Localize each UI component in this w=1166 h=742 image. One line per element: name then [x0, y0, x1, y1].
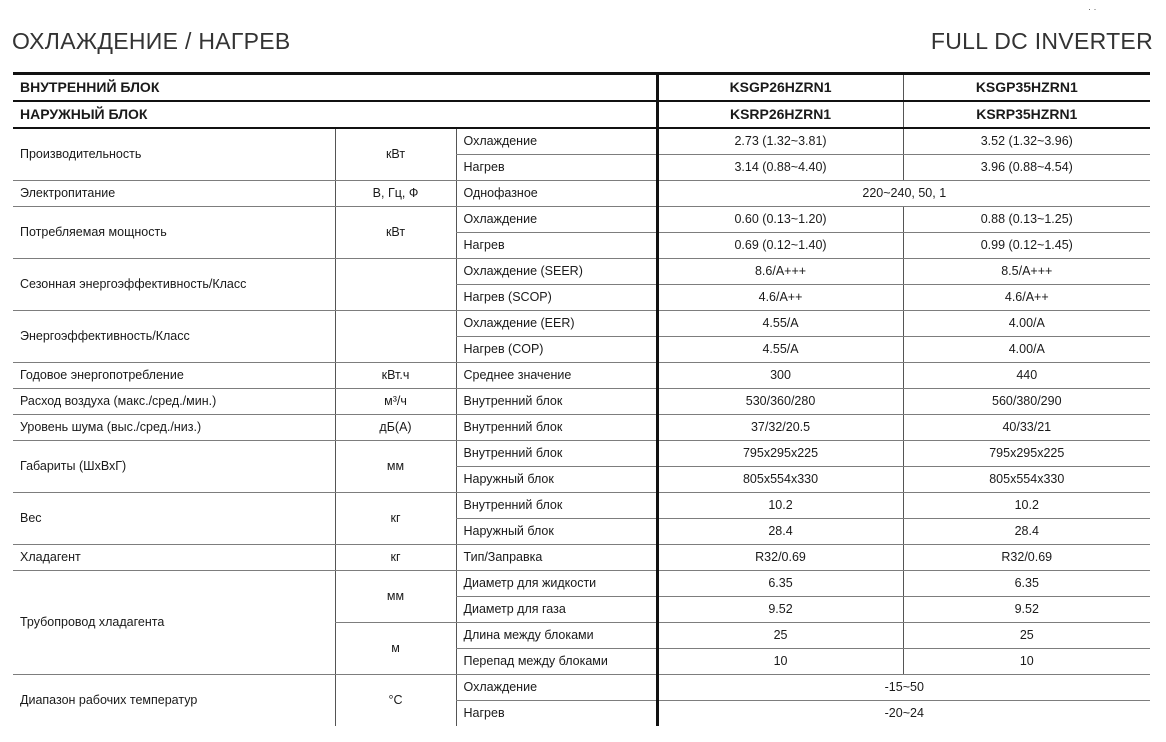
param-mode: Нагрев [456, 701, 657, 727]
param-mode: Охлаждение (SEER) [456, 259, 657, 285]
table-row-indoor-model [13, 74, 1150, 102]
param-label: Потребляемая мощность [13, 207, 335, 259]
param-label: Энергоэффективность/Класс [13, 311, 335, 363]
table-row [13, 128, 1150, 155]
param-mode: Охлаждение (EER) [456, 311, 657, 337]
value-cell: 4.00/A [903, 311, 1150, 337]
param-label: Вес [13, 493, 335, 545]
param-mode: Нагрев [456, 233, 657, 259]
value-cell: 795x295x225 [657, 441, 903, 467]
value-cell: 4.6/A++ [657, 285, 903, 311]
value-cell: -20~24 [657, 701, 1150, 727]
value-cell: 805x554x330 [903, 467, 1150, 493]
value-cell: R32/0.69 [903, 545, 1150, 571]
value-cell: 805x554x330 [657, 467, 903, 493]
param-unit: м [335, 623, 456, 675]
param-mode: Наружный блок [456, 519, 657, 545]
param-label: Годовое энергопотребление [13, 363, 335, 389]
param-unit: В, Гц, Ф [335, 181, 456, 207]
indoor-unit-label: ВНУТРЕННИЙ БЛОК [13, 74, 657, 102]
value-cell: 0.69 (0.12~1.40) [657, 233, 903, 259]
value-cell: 25 [657, 623, 903, 649]
value-cell: 3.96 (0.88~4.54) [903, 155, 1150, 181]
param-label: Расход воздуха (макс./сред./мин.) [13, 389, 335, 415]
param-mode: Среднее значение [456, 363, 657, 389]
param-unit: кВт [335, 128, 456, 181]
value-cell: 28.4 [657, 519, 903, 545]
value-cell: 4.55/A [657, 311, 903, 337]
param-unit: мм [335, 571, 456, 623]
value-cell: 220~240, 50, 1 [657, 181, 1150, 207]
param-mode: Диаметр для жидкости [456, 571, 657, 597]
param-label: Электропитание [13, 181, 335, 207]
param-unit: мм [335, 441, 456, 493]
value-cell: 10 [657, 649, 903, 675]
value-cell: 25 [903, 623, 1150, 649]
param-unit [335, 311, 456, 363]
value-cell: 0.88 (0.13~1.25) [903, 207, 1150, 233]
value-cell: -15~50 [657, 675, 1150, 701]
param-mode: Однофазное [456, 181, 657, 207]
param-label: Габариты (ШхВхГ) [13, 441, 335, 493]
param-mode: Внутренний блок [456, 389, 657, 415]
param-unit: кВт.ч [335, 363, 456, 389]
value-cell: 37/32/20.5 [657, 415, 903, 441]
value-cell: 40/33/21 [903, 415, 1150, 441]
param-mode: Перепад между блоками [456, 649, 657, 675]
value-cell: 3.14 (0.88~4.40) [657, 155, 903, 181]
value-cell: 6.35 [903, 571, 1150, 597]
value-cell: 9.52 [657, 597, 903, 623]
table-row-outdoor-model [13, 101, 1150, 128]
value-cell: 10.2 [657, 493, 903, 519]
value-cell: 8.5/A+++ [903, 259, 1150, 285]
value-cell: 9.52 [903, 597, 1150, 623]
param-mode: Длина между блоками [456, 623, 657, 649]
param-unit: кг [335, 545, 456, 571]
table-row [13, 571, 1150, 597]
value-cell: 560/380/290 [903, 389, 1150, 415]
param-mode: Внутренний блок [456, 441, 657, 467]
param-label: Трубопровод хладагента [13, 571, 335, 675]
value-cell: 4.55/A [657, 337, 903, 363]
spec-table [13, 72, 1150, 726]
param-unit: дБ(А) [335, 415, 456, 441]
table-row [13, 363, 1150, 389]
value-cell: 3.52 (1.32~3.96) [903, 128, 1150, 155]
param-label: Хладагент [13, 545, 335, 571]
param-mode: Внутренний блок [456, 415, 657, 441]
value-cell: 4.6/A++ [903, 285, 1150, 311]
corner-mark: · · [1088, 4, 1097, 14]
param-mode: Внутренний блок [456, 493, 657, 519]
table-row [13, 311, 1150, 337]
value-cell: 28.4 [903, 519, 1150, 545]
param-mode: Нагрев [456, 155, 657, 181]
param-label: Производительность [13, 128, 335, 181]
param-unit: кг [335, 493, 456, 545]
value-cell: 795x295x225 [903, 441, 1150, 467]
param-mode: Нагрев (COP) [456, 337, 657, 363]
table-row [13, 493, 1150, 519]
outdoor-unit-label: НАРУЖНЫЙ БЛОК [13, 101, 657, 128]
table-row [13, 181, 1150, 207]
value-cell: 6.35 [657, 571, 903, 597]
param-mode: Нагрев (SCOP) [456, 285, 657, 311]
table-row [13, 441, 1150, 467]
param-mode: Охлаждение [456, 675, 657, 701]
param-mode: Тип/Заправка [456, 545, 657, 571]
value-cell: 2.73 (1.32~3.81) [657, 128, 903, 155]
table-row [13, 545, 1150, 571]
outdoor-model-1: KSRP26HZRN1 [657, 101, 903, 128]
value-cell: 10 [903, 649, 1150, 675]
param-mode: Наружный блок [456, 467, 657, 493]
param-unit: °C [335, 675, 456, 727]
series-title: FULL DC INVERTER [930, 28, 1153, 54]
value-cell: 300 [657, 363, 903, 389]
param-mode: Охлаждение [456, 207, 657, 233]
param-label: Диапазон рабочих температур [20, 693, 198, 707]
param-mode: Охлаждение [456, 128, 657, 155]
value-cell: 4.00/A [903, 337, 1150, 363]
indoor-model-2: KSGP35HZRN1 [903, 74, 1150, 102]
value-cell: 0.99 (0.12~1.45) [903, 233, 1150, 259]
outdoor-model-2: KSRP35HZRN1 [903, 101, 1150, 128]
value-cell: 8.6/A+++ [657, 259, 903, 285]
value-cell: 530/360/280 [657, 389, 903, 415]
param-label: Уровень шума (выс./сред./низ.) [13, 415, 335, 441]
table-row [13, 415, 1150, 441]
value-cell: R32/0.69 [657, 545, 903, 571]
value-cell: 440 [903, 363, 1150, 389]
table-row [13, 389, 1150, 415]
page-title: ОХЛАЖДЕНИЕ / НАГРЕВ [12, 28, 291, 54]
table-row [13, 675, 1150, 701]
table-row [13, 207, 1150, 233]
value-cell: 10.2 [903, 493, 1150, 519]
param-unit: м³/ч [335, 389, 456, 415]
param-unit: кВт [335, 207, 456, 259]
indoor-model-1: KSGP26HZRN1 [657, 74, 903, 102]
table-row [13, 259, 1150, 285]
param-label: Сезонная энергоэффективность/Класс [13, 259, 335, 311]
param-mode: Диаметр для газа [456, 597, 657, 623]
value-cell: 0.60 (0.13~1.20) [657, 207, 903, 233]
param-unit [335, 259, 456, 311]
